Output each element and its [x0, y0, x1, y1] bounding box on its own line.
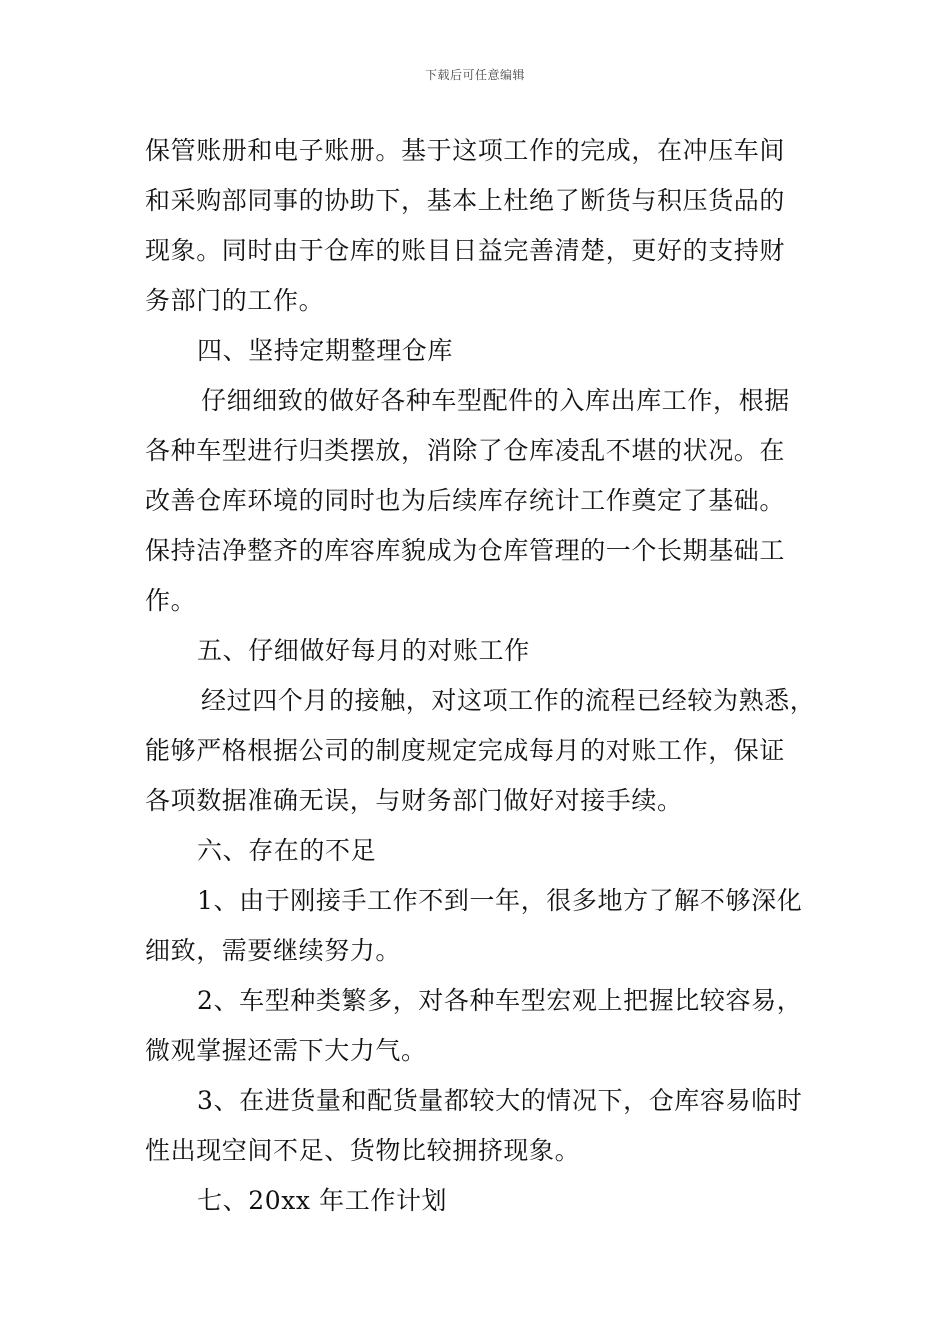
- text-line-17: 细致，需要继续努力。: [145, 936, 402, 965]
- text-line-9: 保持洁净整齐的库容库貌成为仓库管理的一个长期基础工: [145, 536, 786, 565]
- text-line-14: 各项数据准确无误，与财务部门做好对接手续。: [145, 786, 683, 815]
- list-item-2: 2、车型种类繁多，对各种车型宏观上把握比较容易，: [197, 986, 803, 1015]
- text-line-4: 务部门的工作。: [145, 286, 325, 315]
- list-item-1: 1、由于刚接手工作不到一年，很多地方了解不够深化: [197, 886, 803, 915]
- text-line-8: 改善仓库环境的同时也为后续库存统计工作奠定了基础。: [145, 486, 786, 515]
- text-line-2: 和采购部同事的协助下，基本上杜绝了断货与积压货品的: [145, 186, 786, 215]
- section-heading-6: 六、存在的不足: [197, 836, 377, 865]
- section-heading-5: 五、仔细做好每月的对账工作: [197, 636, 530, 665]
- text-line-19: 微观掌握还需下大力气。: [145, 1036, 427, 1065]
- page-header: 下载后可任意编辑: [424, 68, 525, 82]
- document-body: [145, 126, 815, 1226]
- text-line-3: 现象。同时由于仓库的账目日益完善清楚，更好的支持财: [145, 236, 786, 265]
- text-line-21: 性出现空间不足、货物比较拥挤现象。: [145, 1136, 581, 1165]
- section-heading-7: 七、20xx 年工作计划: [197, 1186, 448, 1215]
- text-line-1: 保管账册和电子账册。基于这项工作的完成，在冲压车间: [145, 136, 786, 165]
- text-line-7: 各种车型进行归类摆放，消除了仓库凌乱不堪的状况。在: [145, 436, 786, 465]
- text-line-6: 仔细细致的做好各种车型配件的入库出库工作，根据: [201, 386, 790, 415]
- text-line-10: 作。: [145, 586, 197, 615]
- text-line-13: 能够严格根据公司的制度规定完成每月的对账工作，保证: [145, 736, 786, 765]
- list-item-3: 3、在进货量和配货量都较大的情况下，仓库容易临时: [197, 1086, 803, 1115]
- section-heading-4: 四、坚持定期整理仓库: [197, 336, 454, 365]
- text-line-12: 经过四个月的接触，对这项工作的流程已经较为熟悉，: [201, 686, 816, 715]
